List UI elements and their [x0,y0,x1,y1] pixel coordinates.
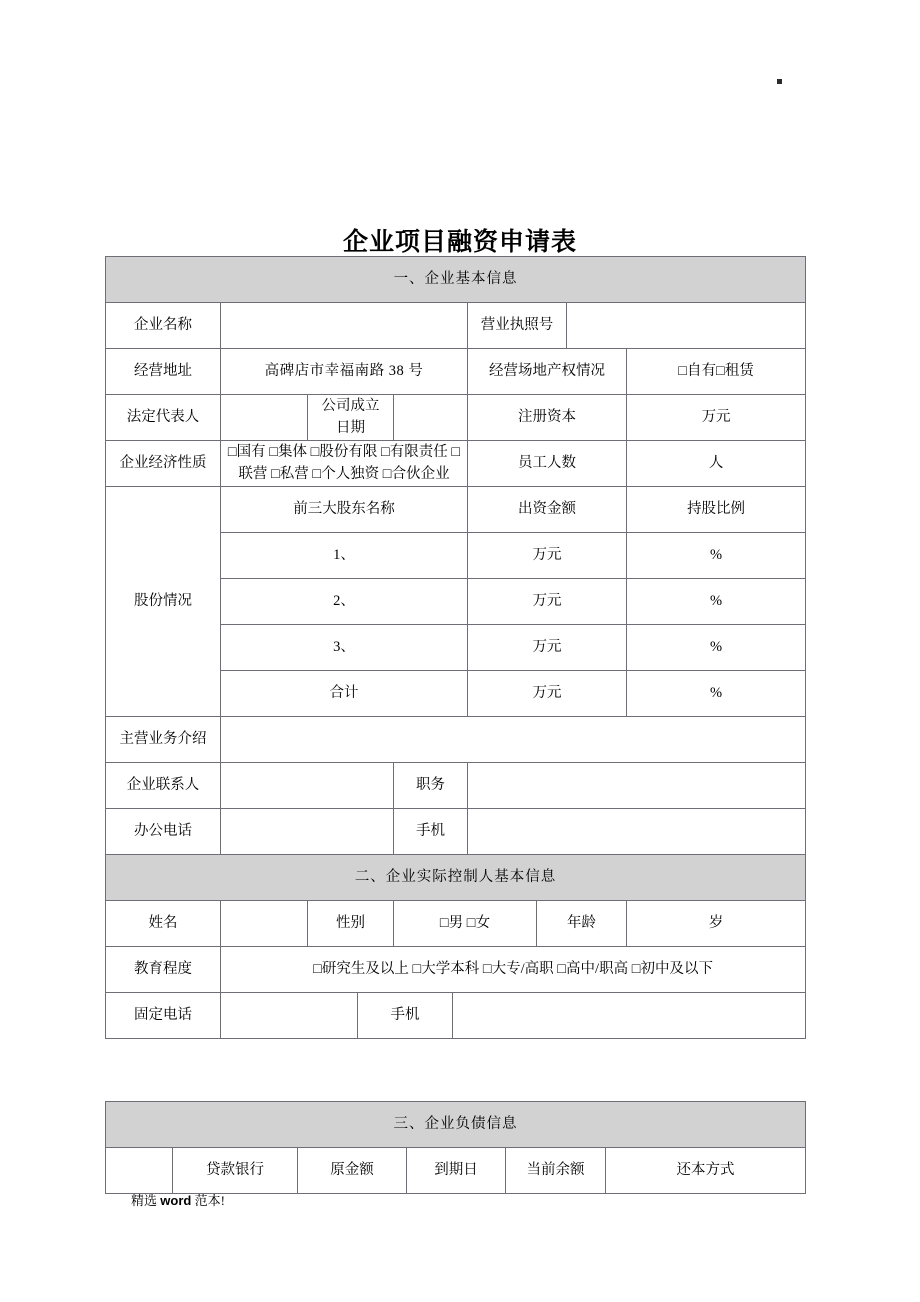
section3-column-header-row [106,1148,806,1194]
label-economic-nature: 企业经济性质 [106,441,221,487]
label-registered-capital: 注册资本 [468,395,627,441]
label-shares-section: 股份情况 [106,487,221,717]
section3-heading-row [106,1102,806,1148]
label-office-phone: 办公电话 [106,809,221,855]
input-shareholder-amount-1[interactable]: 万元 [468,533,627,579]
footer-note-suffix: 范本! [194,1193,225,1208]
label-controller-gender: 性别 [308,901,394,947]
label-establish-date [308,395,394,441]
label-mobile-phone: 手机 [394,809,468,855]
footer-note-latin: word [160,1193,192,1208]
footer-note [131,1190,225,1209]
col-header-original-amount: 原金额 [298,1148,407,1194]
input-establish-date[interactable] [394,395,468,441]
checkbox-group-premises-ownership[interactable]: □自有□租赁 [627,349,806,395]
label-controller-education: 教育程度 [106,947,221,993]
row-controller-education [106,947,806,993]
label-business-license-no: 营业执照号 [468,303,567,349]
label-legal-representative: 法定代表人 [106,395,221,441]
checkbox-group-economic-nature[interactable] [221,441,468,487]
col-header-current-balance: 当前余额 [506,1148,606,1194]
row-address [106,349,806,395]
input-contact-person[interactable] [221,763,394,809]
label-controller-mobile: 手机 [358,993,453,1039]
label-controller-name: 姓名 [106,901,221,947]
input-shareholder-name-3[interactable]: 3、 [221,625,468,671]
row-economic-nature [106,441,806,487]
col-header-shareholding-ratio: 持股比例 [627,487,806,533]
input-registered-capital[interactable]: 万元 [627,395,806,441]
input-shareholder-amount-3[interactable]: 万元 [468,625,627,671]
col-header-debt-index [106,1148,173,1194]
label-contact-person: 企业联系人 [106,763,221,809]
input-legal-representative[interactable] [221,395,308,441]
row-legal-representative [106,395,806,441]
label-establish-date-line1: 公司成立 [321,397,380,414]
label-position: 职务 [394,763,468,809]
section2-heading: 二、企业实际控制人基本信息 [106,855,806,901]
input-shareholder-name-2[interactable]: 2、 [221,579,468,625]
label-establish-date-line2: 日期 [336,419,365,436]
input-shares-total-ratio[interactable]: % [627,671,806,717]
page-title: 企业项目融资申请表 [342,228,577,256]
section1-heading-row [106,257,806,303]
input-controller-landline[interactable] [221,993,358,1039]
economic-nature-line1: □国有 □集体 □股份有限 □有限责任 □ [227,443,461,460]
economic-nature-line2: 联营 □私营 □个人独资 □合伙企业 [238,465,450,482]
input-shares-total-amount[interactable]: 万元 [468,671,627,717]
input-business-license-no[interactable] [567,303,806,349]
col-header-loan-bank: 贷款银行 [173,1148,298,1194]
row-shares-header [106,487,806,533]
label-employee-count: 员工人数 [468,441,627,487]
input-controller-mobile[interactable] [453,993,806,1039]
section2-heading-row [106,855,806,901]
input-mobile-phone[interactable] [468,809,806,855]
label-company-name: 企业名称 [106,303,221,349]
col-header-contribution-amount: 出资金额 [468,487,627,533]
page-artifact-mark [777,79,782,84]
row-controller-basic [106,901,806,947]
enterprise-debt-table [105,1101,806,1194]
row-controller-phone [106,993,806,1039]
input-employee-count[interactable]: 人 [627,441,806,487]
input-controller-age[interactable]: 岁 [627,901,806,947]
input-address[interactable]: 高碑店市幸福南路 38 号 [221,349,468,395]
input-position[interactable] [468,763,806,809]
section1-heading: 一、企业基本信息 [106,257,806,303]
input-main-business[interactable] [221,717,806,763]
footer-note-prefix: 精选 [131,1193,158,1208]
label-main-business: 主营业务介绍 [106,717,221,763]
input-office-phone[interactable] [221,809,394,855]
label-address: 经营地址 [106,349,221,395]
label-controller-landline: 固定电话 [106,993,221,1039]
row-main-business [106,717,806,763]
checkbox-group-controller-gender[interactable]: □男 □女 [394,901,537,947]
input-shareholder-amount-2[interactable]: 万元 [468,579,627,625]
enterprise-application-table [105,256,806,1039]
checkbox-group-controller-education[interactable]: □研究生及以上 □大学本科 □大专/高职 □高中/职高 □初中及以下 [221,947,806,993]
label-controller-age: 年龄 [537,901,627,947]
row-contact-person [106,763,806,809]
input-controller-name[interactable] [221,901,308,947]
section3-heading: 三、企业负债信息 [106,1102,806,1148]
input-shareholder-ratio-3[interactable]: % [627,625,806,671]
input-shareholder-ratio-1[interactable]: % [627,533,806,579]
label-shares-total: 合计 [221,671,468,717]
input-shareholder-ratio-2[interactable]: % [627,579,806,625]
input-shareholder-name-1[interactable]: 1、 [221,533,468,579]
row-office-phone [106,809,806,855]
col-header-shareholder-name: 前三大股东名称 [221,487,468,533]
col-header-due-date: 到期日 [407,1148,506,1194]
label-premises-ownership: 经营场地产权情况 [468,349,627,395]
input-company-name[interactable] [221,303,468,349]
col-header-repayment-method: 还本方式 [606,1148,806,1194]
row-company-name [106,303,806,349]
